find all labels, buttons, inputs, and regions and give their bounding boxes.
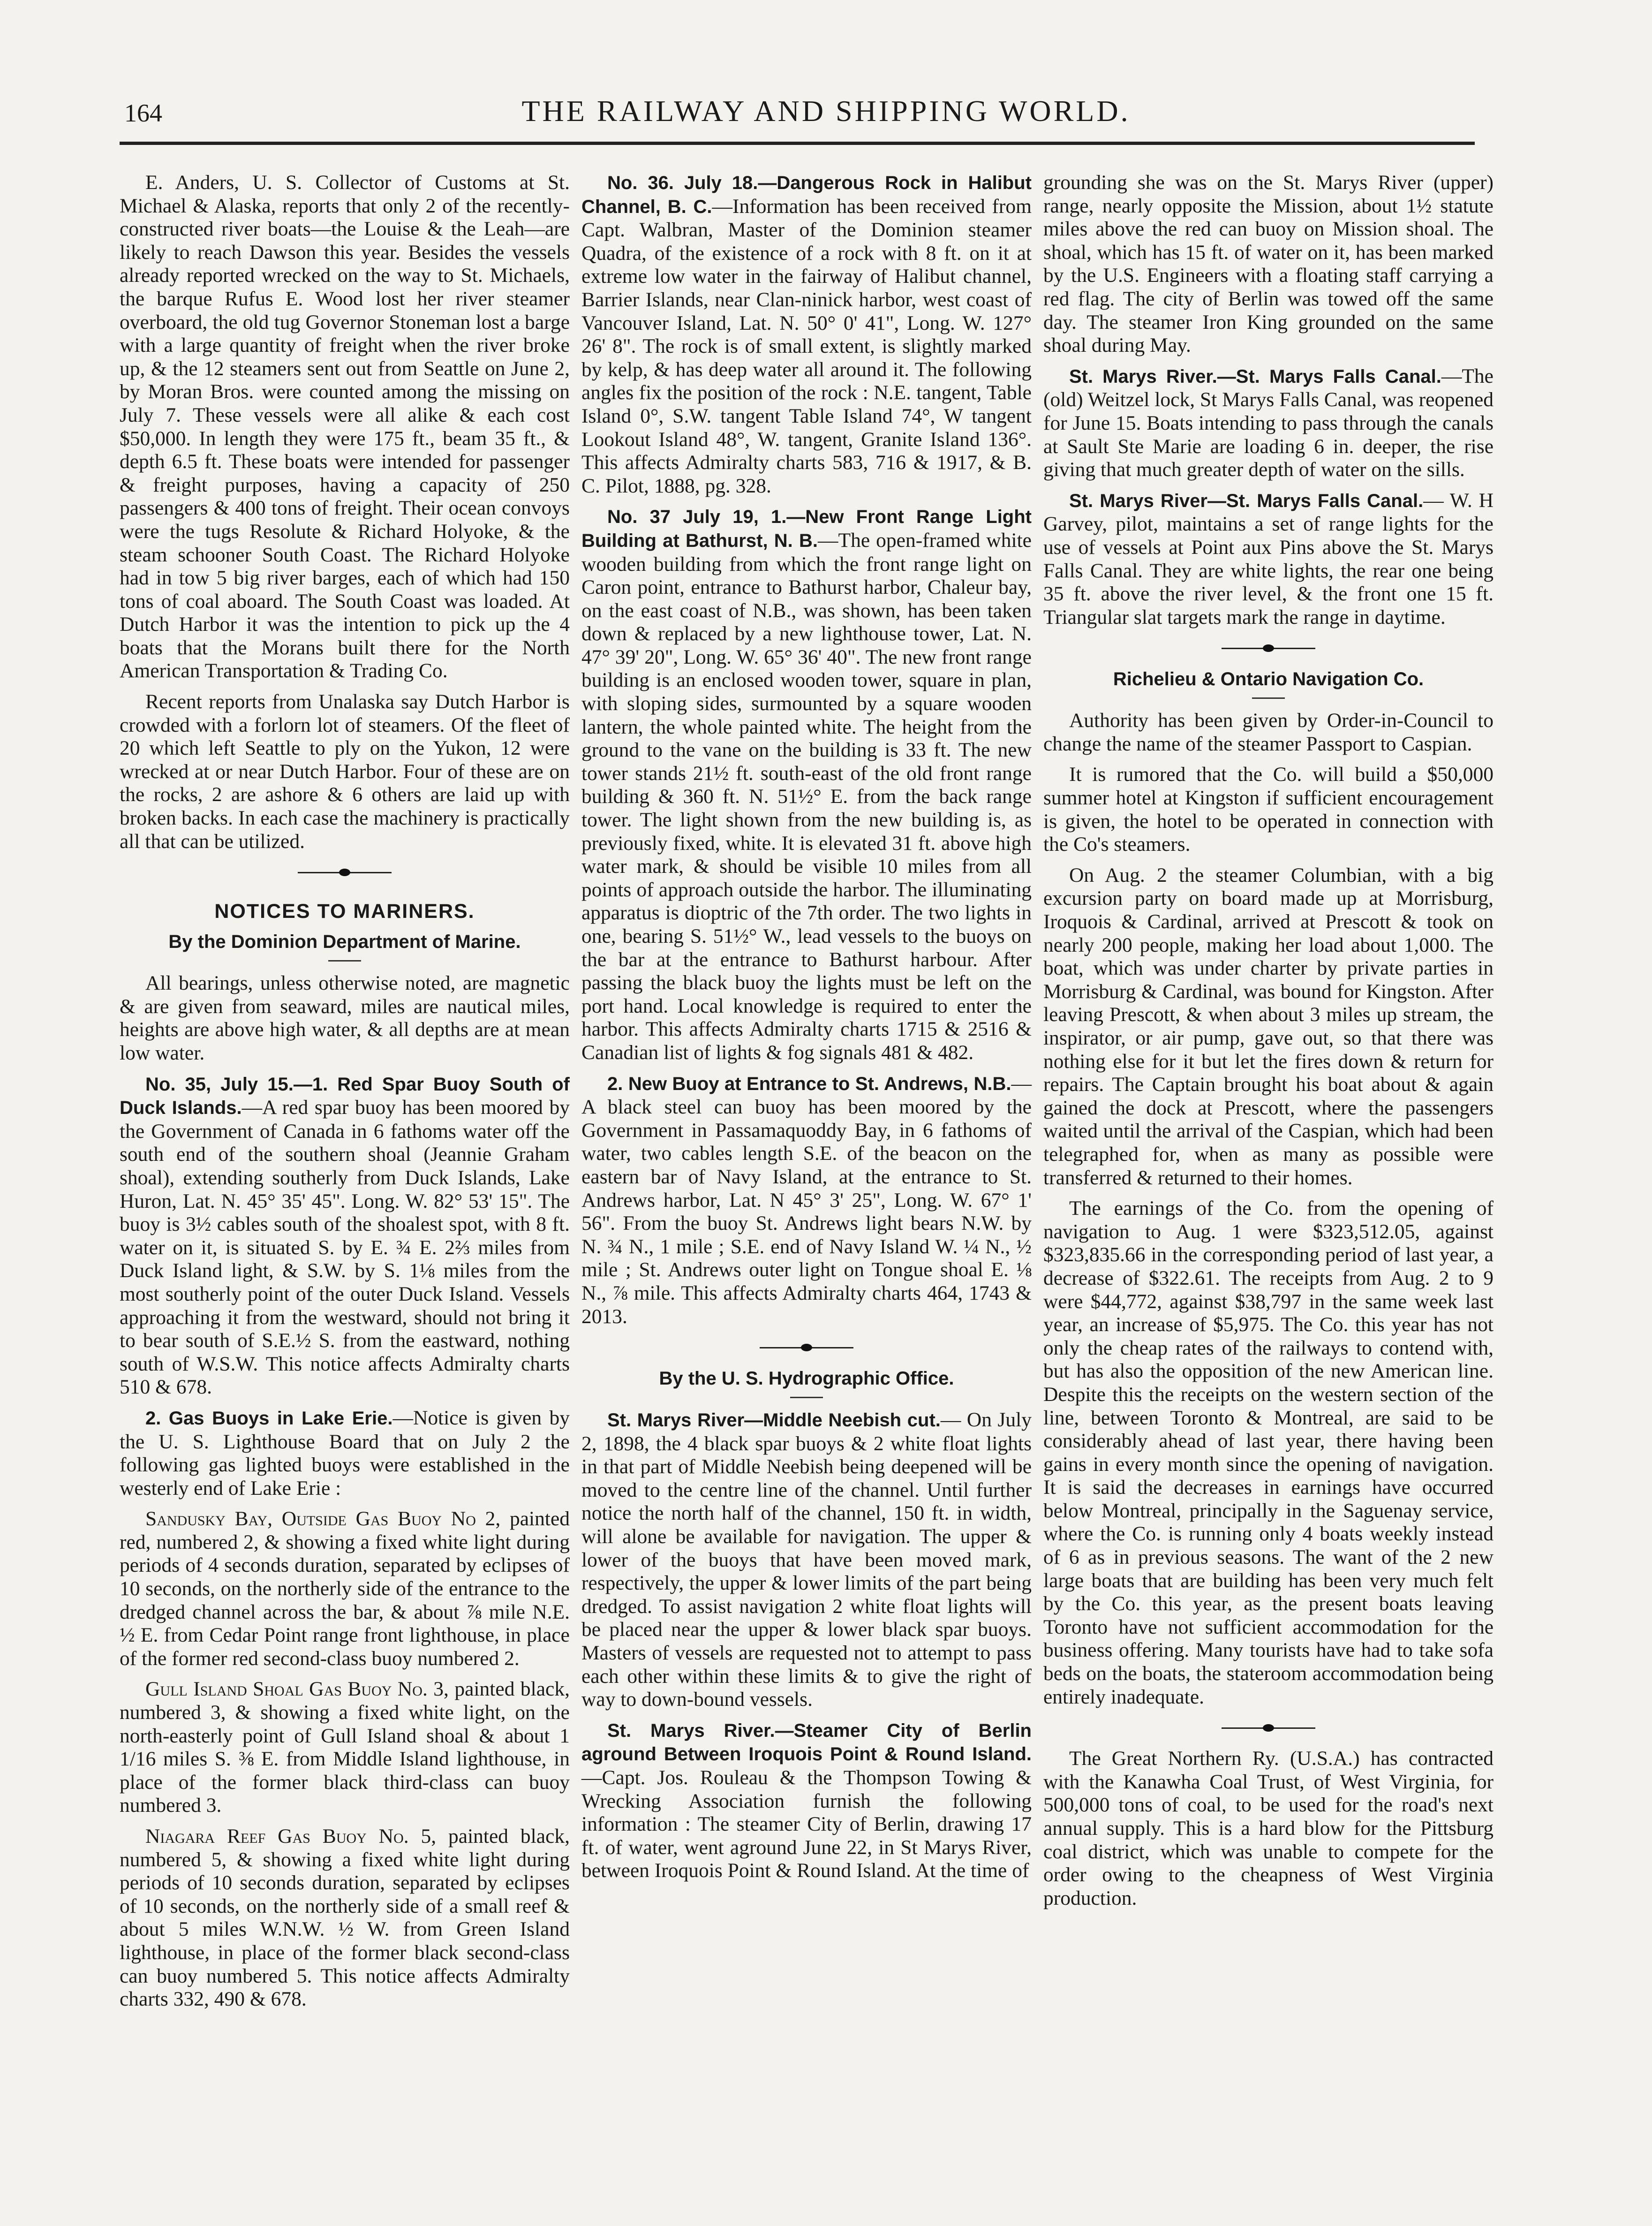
notice-35 — [120, 1073, 570, 1399]
neebish-text: — On July 2, 1898, the 4 black spar buoys & 2 white float lights in that part of Middle Neebish being deepened will be moved to the centre line of the channel. Until further notice the north half of the channel, 150 ft. in width, will alone be available for navigation. The upper & lower of the buoys that have been moved mark, respectively, the upper & lower limits of the part being dredged. To assist navigation 2 white float lights will be placed near the upper & lower black spar buoys. Masters of vessels are requested not to attempt to pass each other within these limits & to give the right of way to down-bound vessels. — [581, 1408, 1032, 1711]
st-andrews-heading: 2. New Buoy at Entrance to St. Andrews, N.B. — [607, 1073, 1011, 1094]
notice-range-lights — [1043, 489, 1494, 629]
header-rule — [120, 142, 1475, 145]
gull-island-buoy — [120, 1678, 570, 1817]
gull-text: painted black, numbered 3, & showing a fixed white light, on the north-easterly point of Gull Island shoal & about 1 1/16 miles S. ⅜ E. from Middle Island lighthouse, in place of the former black third-class can buoy numbered 3. — [120, 1678, 570, 1817]
columbian-paragraph: On Aug. 2 the steamer Columbian, with a big excursion party on board made up at Morrisburg, Iroquois & Cardinal, arrived at Prescott & took on nearly 200 people, making her load about 1,000. The boat, which was under charter by private parties in Morrisburg & Cardinal, was bound for Kingston. After leaving Prescott, & when about 3 miles up stream, the inspirator, or air pump, gave out, so that there was nothing else for it but let the fires down & return for repairs. The Captain brought his boat about & again gained the dock at Prescott, where the passengers waited until the arrival of the Caspian, which had been telegraphed for, when as many as possible were transferred & returned to their homes. — [1043, 863, 1494, 1189]
niagara-text: painted black, numbered 5, & showing a fixed white light during periods of 10 seconds duration, separated by eclipses of 10 seconds, on the northerly side of a small reef & about 5 miles W.N.W. ½ W. from Green Island lighthouse, in place of the former black second-class can buoy numbered 5. This notice affects Admiralty charts 332, 490 & 678. — [120, 1825, 570, 2011]
notice-37 — [581, 505, 1032, 1064]
section-heading-richelieu: Richelieu & Ontario Navigation Co. — [1113, 669, 1424, 690]
column-2 — [581, 171, 1032, 1890]
notice-37-text: —The open-framed white wooden building from which the front range light on Caron point, entrance to Bathurst harbor, Chaleur bay, on the east coast of N.B., was shown, has been taken down & replaced by a new lighthouse tower, Lat. N. 47° 39' 20", Long. W. 65° 36' 40". The new front range building is an enclosed wooden tower, square in plan, with sloping sides, surmounted by a square wooden lantern, the whole painted white. The height from the ground to the vane on the building is 33 ft. The new tower stands 21½ ft. south-east of the old front range building & 360 ft. N. 51½° E. from the back range tower. The light shown from the new building is, as previously fixed, white. It is elevated 31 ft. above high water mark, & should be visible 10 miles from all points of approach outside the harbor. The illuminating apparatus is dioptric of the 7th order. The two lights in one, bearing S. 51½° W., lead vessels to the buoys on the bar at the entrance to Bathurst harbour. After passing the black buoy the lights must be left on the port hand. Local knowledge is required to enter the harbor. This affects Admiralty charts 1715 & 2516 & Canadian list of lights & fog signals 481 & 482. — [581, 529, 1032, 1064]
berlin-text: —Capt. Jos. Rouleau & the Thompson Towing & Wrecking Association furnish the following information : The steamer City of Berlin, drawing 17 ft. of water, went aground June 22, in St Marys River, between Iroquois Point & Round Island. At the time of — [581, 1766, 1032, 1882]
great-northern-paragraph: The Great Northern Ry. (U.S.A.) has contracted with the Kanawha Coal Trust, of West Virginia, for 500,000 tons of coal, to be used for the road's next annual supply. This is a hard blow for the Pittsburg coal district, which was unable to compete for the order owing to the cheapness of West Virginia production. — [1043, 1747, 1494, 1909]
range-lights-text: — W. H Garvey, pilot, maintains a set of range lights for the use of vessels at Point aux Pins above the St. Marys Falls Canal. They are white lights, the rear one being 35 ft. above the river level, & the front one 15 ft. Triangular slat targets mark the range in daytime. — [1043, 489, 1494, 628]
sandusky-buoy — [120, 1507, 570, 1670]
section-divider — [1222, 642, 1315, 654]
subheading-us-hydrographic: By the U. S. Hydrographic Office. — [659, 1368, 954, 1389]
notice-falls-canal — [1043, 365, 1494, 482]
column-3 — [1043, 171, 1494, 1917]
sandusky-label: Sandusky Bay, Outside Gas Buoy No 2, — [145, 1507, 501, 1530]
notice-36-heading: No. 36. July 18.—Dangerous Rock in Halibut Channel, B. C. — [581, 173, 1032, 217]
section-divider — [298, 866, 392, 878]
hotel-paragraph: It is rumored that the Co. will build a $50,000 summer hotel at Kingston if sufficient encouragement is given, the hotel to be operated in connection with the Co's steamers. — [1043, 763, 1494, 856]
falls-canal-heading: St. Marys River.—St. Marys Falls Canal. — [1069, 366, 1441, 387]
section-divider — [760, 1341, 853, 1354]
short-rule — [328, 960, 361, 962]
notice-st-andrews-buoy — [581, 1072, 1032, 1329]
st-andrews-text: — A black steel can buoy has been moored by the Government in Passamaquoddy Bay, in 6 fathoms of water, two cables length S.E. of the beacon on the eastern bar of Navy Island, at the entrance to St. Andrews harbor, Lat. N 45° 3' 25", Long. W. 67° 1' 56". From the buoy St. Andrews light bears N.W. by N. ¾ N., 1 mile ; S.E. end of Navy Island W. ¼ N., ½ mile ; St. Andrews outer light on Tongue shoal E. ⅛ N., ⅞ mile. This affects Admiralty charts 464, 1743 & 2013. — [581, 1072, 1032, 1328]
running-head: THE RAILWAY AND SHIPPING WORLD. — [521, 94, 1131, 128]
berlin-continued: grounding she was on the St. Marys River (upper) range, nearly opposite the Mission, about 1½ statute miles above the red can buoy on Mission shoal. The shoal, which has 15 ft. of water on it, has been marked by the U.S. Engineers with a floating staff carrying a red flag. The city of Berlin was towed off the same day. The steamer Iron King grounded on the same shoal during May. — [1043, 171, 1494, 357]
range-lights-heading: St. Marys River—St. Marys Falls Canal. — [1069, 490, 1424, 511]
earnings-paragraph: The earnings of the Co. from the opening of navigation to Aug. 1 were $323,512.05, against $323,835.66 in the corresponding period of last year, a decrease of $322.61. The receipts from Aug. 2 to 9 were $44,772, against $38,797 in the same week last year, an increase of $5,975. The Co. this year has not only the cheap rates of the railways to contend with, but has also the opposition of the new American line. Despite this the receipts on the western section of the line, between Toronto & Montreal, are said to be considerably ahead of last year, there having been gains in every month since the opening of navigation. It is said the decreases in earnings have occurred below Montreal, principally in the Saguenay service, where the Co. is running only 4 boats weekly instead of 6 as in previous seasons. The want of the 2 new large boats that are building has been very much felt by the Co. this year, as the present boats leaving Toronto have not sufficient accommodation for the business offering. Many tourists have had to take sofa beds on the boats, the stateroom accommodation being entirely inadequate. — [1043, 1197, 1494, 1708]
notice-city-of-berlin — [581, 1719, 1032, 1883]
notice-37-heading: No. 37 July 19, 1.—New Front Range Light Building at Bathurst, N. B. — [581, 507, 1032, 551]
bearings-note: All bearings, unless otherwise noted, are magnetic & are given from seaward, miles are nautical miles, heights are above high water, & all depths are at mean low water. — [120, 972, 570, 1064]
notice-35-text: —A red spar buoy has been moored by the Government of Canada in 6 fathoms water off the south end of the southern shoal (Jeannie Graham shoal), extending southerly from Duck Islands, Lake Huron, Lat. N. 45° 35' 45". Long. W. 82° 53' 15". The buoy is 3½ cables south of the shoalest spot, with 8 ft. water on it, is situated S. by E. ¾ E. 2⅔ miles from Duck Island light, & S.W. by S. 1⅛ miles from the most southerly point of the outer Duck Island. Vessels approaching it from the westward, should not bring it to bear south of S.E.½ S. from the eastward, nothing south of W.S.W. This notice affects Admiralty charts 510 & 678. — [120, 1096, 570, 1399]
alaska-boats-paragraph: E. Anders, U. S. Collector of Customs at St. Michael & Alaska, reports that only 2 of the recently-constructed river boats—the Louise & the Leah—are likely to reach Dawson this year. Besides the vessels already reported wrecked on the way to St. Michaels, the barque Rufus E. Wood lost her river steamer overboard, the old tug Governor Stoneman lost a barge with a large quantity of freight when the river broke up, & the 12 steamers sent out from Seattle on June 2, by Moran Bros. were counted among the missing on July 7. These vessels were all alike & each cost $50,000. In length they were 175 ft., beam 35 ft., & depth 6.5 ft. These boats were intended for passenger & freight purposes, having a capacity of 250 passengers & 400 tons of freight. Their ocean convoys were the tugs Resolute & Richard Holyoke, & the steam schooner South Coast. The Richard Holyoke had in tow 5 big river barges, each of which had 150 tons of coal aboard. The South Coast was loaded. At Dutch Harbor it was the intention to pick up the 4 boats that the Morans built there for the North American Transportation & Trading Co. — [120, 171, 570, 682]
short-rule — [1252, 697, 1285, 699]
page-number: 164 — [124, 99, 162, 127]
neebish-heading: St. Marys River—Middle Neebish cut. — [607, 1410, 941, 1431]
niagara-label: Niagara Reef Gas Buoy No. 5, — [145, 1825, 437, 1847]
short-rule — [790, 1397, 823, 1398]
caspian-paragraph: Authority has been given by Order-in-Council to change the name of the steamer Passport to Caspian. — [1043, 709, 1494, 755]
niagara-reef-buoy — [120, 1825, 570, 2011]
section-heading-notices: NOTICES TO MARINERS. — [214, 900, 475, 923]
section-divider — [1222, 1722, 1315, 1734]
gas-buoys-heading: 2. Gas Buoys in Lake Erie. — [145, 1408, 393, 1429]
notice-36-text: —Information has been received from Capt. Walbran, Master of the Dominion steamer Quadra, of the existence of a rock with 8 ft. on it at extreme low water in the fairway of Halibut channel, Barrier Islands, near Clan-ninick harbor, west coast of Vancouver Island, Lat. N. 50° 0' 41", Long. W. 127° 26' 8". The rock is of small extent, is slightly marked by kelp, & has deep water all around it. The following angles fix the position of the rock : N.E. tangent, Table Island 0°, S.W. tangent Table Island 74°, W tangent Lookout Island 48°, W. tangent, Granite Island 136°. This affects Admiralty charts 583, 716 & 1917, & B. C. Pilot, 1888, pg. 328. — [581, 195, 1032, 497]
notice-neebish — [581, 1408, 1032, 1711]
gas-buoys-text: —Notice is given by the U. S. Lighthouse Board that on July 2 the following gas lighted buoys were established in the westerly end of Lake Erie : — [120, 1406, 570, 1499]
sandusky-text: painted red, numbered 2, & showing a fixed white light during periods of 4 seconds duration, separated by eclipses of 10 seconds, on the northerly side of the entrance to the dredged channel across the bar, & about ⅞ mile N.E. ½ E. from Cedar Point range front lighthouse, in place of the former red second-class buoy numbered 2. — [120, 1507, 570, 1670]
gull-label: Gull Island Shoal Gas Buoy No. 3, — [145, 1678, 449, 1701]
notice-36 — [581, 171, 1032, 498]
subheading-dominion-marine: By the Dominion Department of Marine. — [168, 931, 521, 953]
notice-35-heading: No. 35, July 15.—1. Red Spar Buoy South of Duck Islands. — [120, 1074, 570, 1119]
column-1 — [120, 171, 570, 2019]
notice-gas-buoys — [120, 1407, 570, 1500]
falls-canal-text: —The (old) Weitzel lock, St Marys Falls Canal, was reopened for June 15. Boats intending to pass through the canals at Sault Ste Marie are loading 6 in. deeper, the rise giving that much greater depth of water on the sills. — [1043, 364, 1494, 481]
berlin-heading: St. Marys River.—Steamer City of Berlin aground Between Iroquois Point & Round Island. — [581, 1720, 1032, 1765]
unalaska-paragraph: Recent reports from Unalaska say Dutch Harbor is crowded with a forlorn lot of steamers. Of the fleet of 20 which left Seattle to ply on the Yukon, 12 were wrecked at or near Dutch Harbor. Four of these are on the rocks, 2 are ashore & 6 others are laid up with broken backs. In each case the machinery is practically all that can be utilized. — [120, 690, 570, 853]
